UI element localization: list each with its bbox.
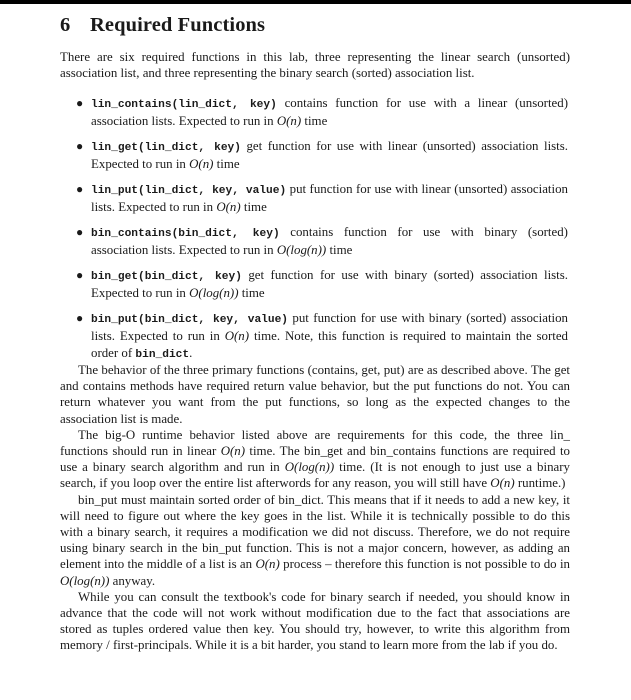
function-item-lin-put [76,181,568,216]
function-signature: lin_get(lin_dict, key) [91,142,241,154]
function-signature: bin_put(bin_dict, key, value) [91,314,289,326]
function-item-bin-contains [76,224,568,259]
complexity: O(log(n)) [284,460,335,475]
section-heading [60,14,265,37]
function-item-bin-put [76,310,568,363]
paragraph-big-o [60,427,570,492]
sentence-end: . [189,345,193,360]
function-description-end: time [326,243,353,258]
function-item-lin-contains [76,95,568,130]
paragraph-behavior: The behavior of the three primary functions (contains, get, put) are as described above. The get and contains methods have required return value behavior, but the put functions do not. You can return whatever you want from the put functions, so long as the expected changes to the association list is made. [60,363,570,426]
text-run: bin_put must maintain sorted order of bin_dict. This means that if it needs to add a new key, it will need to figure out where the key goes in the list. While it is technically possible to do this with a binary search, it requires a modification we did not discuss. Therefore, we do not require using binary search in the bin_put function. This is not a major concern, however, as adding an element into the middle of a list is an [60,492,570,572]
section-title: Required Functions [90,14,266,36]
intro-paragraph: There are six required functions in this lab, three representing the linear search (unsorted) association list, and three representing the binary search (sorted) association list. [60,50,570,81]
complexity: O(n) [276,114,302,129]
code-bin-dict: bin_dict [135,348,190,361]
function-description: contains function for use with a linear (unsorted) association lists. Expected to run in [91,96,568,129]
complexity: O(log(n)) [276,243,327,258]
text-run: process – therefore this function is not possible to do in [279,557,570,572]
complexity: O(n) [255,557,280,572]
function-description-end: time. Note, this function is required to maintain the sorted order of [91,329,568,360]
complexity: O(n) [189,157,214,172]
bullet-icon: ● [76,268,84,282]
function-description-end: time [238,286,265,301]
function-description-end: time [240,200,267,215]
function-description: put function for use with binary (sorted) association lists. Expected to run in [91,311,568,344]
function-signature: lin_put(lin_dict, key, value) [91,185,287,197]
function-description-end: time [213,157,240,172]
complexity: O(n) [220,444,246,459]
complexity: O(log(n)) [60,573,110,588]
complexity: O(n) [490,476,515,491]
text-run: anyway. [109,573,156,588]
function-signature: bin_contains(bin_dict, key) [91,228,280,240]
complexity: O(log(n)) [189,286,239,301]
function-item-bin-get [76,267,569,302]
bullet-icon: ● [76,311,84,325]
text-run: time. (It is not enough to just use a binary search, if you loop over the entire list afterwords for any reason, you will still have [60,460,570,491]
body-text [60,362,570,654]
section-number: 6 [60,14,71,36]
function-description: get function for use with linear (unsorted) association lists. Expected to run in [91,139,568,172]
function-signature: lin_contains(lin_dict, key) [91,99,277,111]
paragraph-textbook: While you can consult the textbook's code for binary search if needed, you should know in advance that the code will not work without modification due to the fact that associations are stored as tuples ordered value then key. You should try, however, to write this algorithm from memory / first-principals. While it is a bit harder, you stand to learn more from the lab if you do. [60,589,570,653]
function-description-end: time [301,114,328,129]
function-description: get function for use with binary (sorted) association lists. Expected to run in [91,268,569,301]
bullet-icon: ● [76,139,84,153]
function-description: contains function for use with binary (sorted) association lists. Expected to run in [91,225,568,258]
text-run: runtime.) [514,476,566,491]
complexity: O(n) [216,200,241,215]
bullet-icon: ● [76,96,84,110]
complexity: O(n) [224,329,250,344]
paragraph-bin-put [60,492,570,589]
text-run: time. The bin_get and bin_contains functions are required to use a binary search algorithm and run in [60,444,570,475]
function-item-lin-get [76,138,568,173]
bullet-icon: ● [76,182,84,196]
function-description: put function for use with linear (unsorted) association lists. Expected to run in [91,182,568,215]
bullet-icon: ● [76,225,84,239]
function-signature: bin_get(bin_dict, key) [91,271,242,283]
top-border [0,0,631,4]
text-run: The big-O runtime behavior listed above are requirements for this code, the three lin_ functions should run in linear [60,427,570,459]
